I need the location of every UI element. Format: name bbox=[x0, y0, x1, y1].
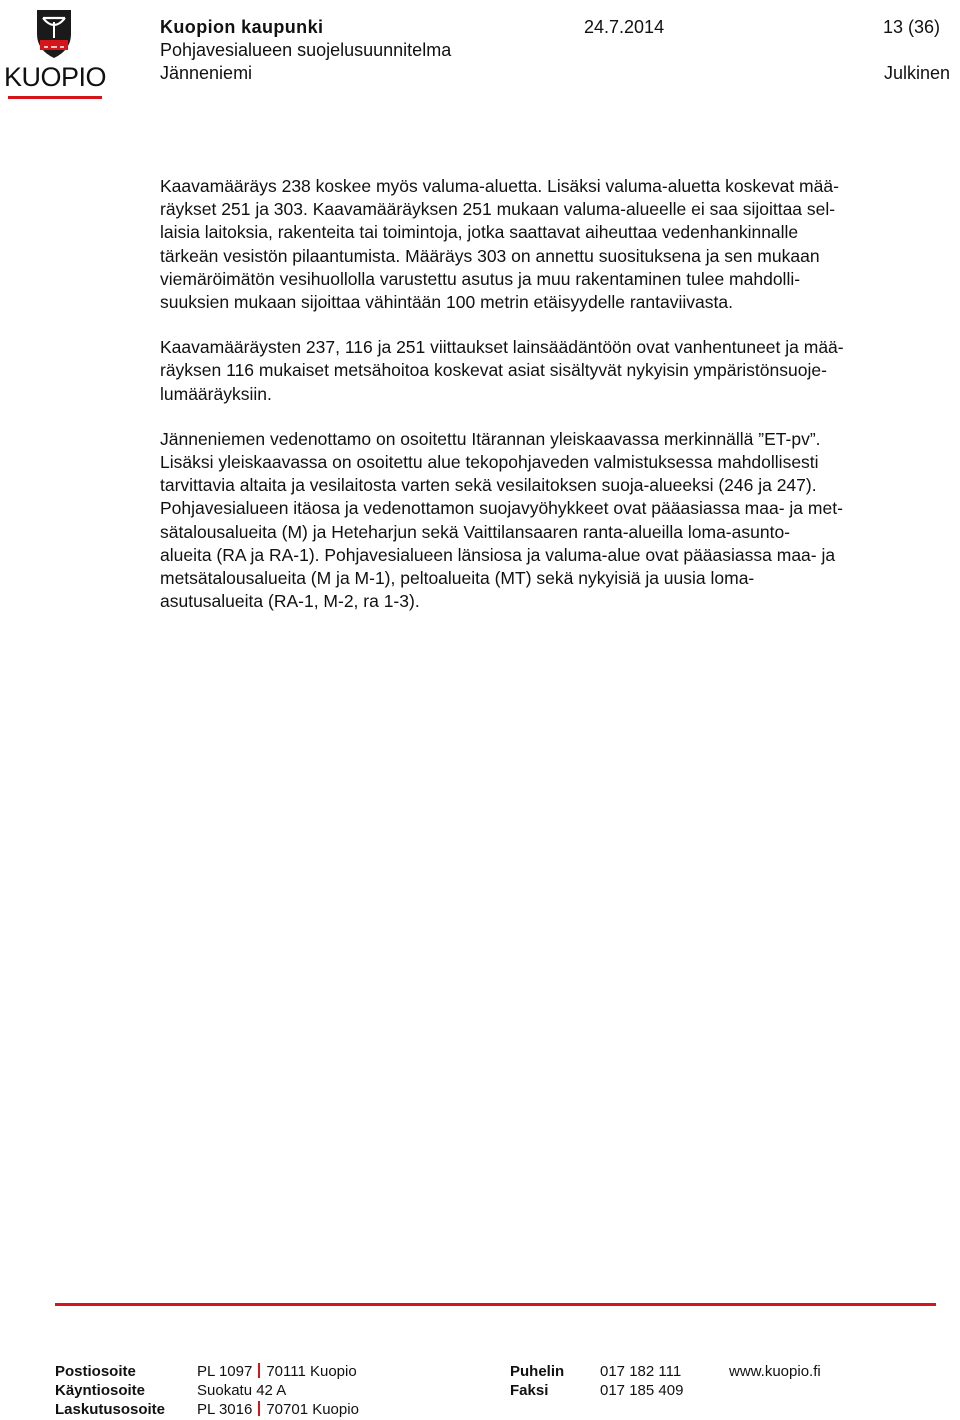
text-line: lumääräyksiin. bbox=[160, 383, 272, 404]
organization-name: Kuopion kaupunki bbox=[160, 17, 324, 37]
postal-code: 70111 Kuopio bbox=[266, 1363, 357, 1380]
separator-bar bbox=[258, 1401, 260, 1416]
separator-bar bbox=[258, 1363, 260, 1378]
visiting-address-label: Käyntiosoite bbox=[55, 1382, 146, 1399]
text-line: sätalousalueita (M) ja Heteharjun sekä Vaittilansaaren ranta-alueilla loma-asunto- bbox=[160, 521, 791, 542]
footer-address-labels bbox=[55, 1362, 165, 1419]
footer-contact-values bbox=[600, 1362, 683, 1400]
paragraph-general-plan bbox=[160, 428, 940, 614]
page-number: 13 (36) bbox=[883, 17, 941, 37]
fax-number: 017 185 409 bbox=[600, 1382, 684, 1399]
area-name: Jänneniemi bbox=[160, 63, 253, 83]
text-line: Kaavamääräys 238 koskee myös valuma-aluetta. Lisäksi valuma-aluetta koskevat mää- bbox=[160, 176, 839, 196]
phone-label: Puhelin bbox=[510, 1363, 565, 1380]
billing-code: 70701 Kuopio bbox=[266, 1401, 359, 1418]
text-line: tärkeän vesistön pilaantumista. Määräys 303 on annettu suosituksena ja sen mukaan bbox=[160, 245, 820, 266]
classification-label: Julkinen bbox=[884, 63, 951, 83]
logo-underline bbox=[8, 96, 102, 99]
coat-of-arms-icon bbox=[4, 4, 104, 62]
text-line: Lisäksi yleiskaavassa on osoitettu alue tekopohjaveden valmistuksessa mahdollisesti bbox=[160, 452, 819, 473]
postal-address-label: Postiosoite bbox=[55, 1363, 136, 1380]
paragraph-regulations bbox=[160, 175, 940, 314]
text-line: suuksien mukaan sijoittaa vähintään 100 metrin etäisyydelle rantaviivasta. bbox=[160, 292, 733, 313]
phone-number: 017 182 111 bbox=[600, 1363, 682, 1380]
footer-address-values bbox=[197, 1362, 359, 1419]
text-line: asutusalueita (RA-1, M-2, ra 1-3). bbox=[160, 591, 420, 612]
visiting-address: Suokatu 42 A bbox=[197, 1382, 287, 1399]
logo-wordmark: KUOPIO bbox=[4, 62, 107, 92]
text-line: Kaavamääräysten 237, 116 ja 251 viittaukset lainsäädäntöön ovat vanhentuneet ja mää- bbox=[160, 337, 844, 358]
postal-box: PL 1097 bbox=[197, 1363, 253, 1380]
paragraph-outdated-references bbox=[160, 336, 940, 406]
footer-contact-labels bbox=[510, 1362, 564, 1400]
document-title: Pohjavesialueen suojelusuunnitelma bbox=[160, 40, 452, 60]
document-body bbox=[160, 175, 940, 635]
text-line: laisia laitoksia, rakenteita tai toimintoja, jotka saattavat aiheuttaa vedenhankinnalle bbox=[160, 222, 799, 243]
text-line: Jänneniemen vedenottamo on osoitettu Itärannan yleiskaavassa merkinnällä ”ET-pv”. bbox=[160, 428, 821, 449]
text-line: metsätalousalueita (M ja M-1), peltoalueita (MT) sekä nykyisiä ja uusia loma- bbox=[160, 568, 755, 589]
fax-label: Faksi bbox=[510, 1382, 549, 1399]
text-line: alueita (RA ja RA-1). Pohjavesialueen länsiosa ja valuma-alue ovat pääasiassa maa- ja bbox=[160, 544, 836, 565]
text-line: tarvittavia altaita ja vesilaitosta varten sekä vesilaitoksen suoja-alueeksi (246 ja 247). bbox=[160, 475, 817, 496]
text-line: Pohjavesialueen itäosa ja vedenottamon suojavyöhykkeet ovat pääasiassa maa- ja met- bbox=[160, 498, 843, 519]
text-line: räykset 251 ja 303. Kaavamääräyksen 251 mukaan valuma-alueelle ei saa sijoittaa sel- bbox=[160, 199, 836, 220]
footer-website bbox=[729, 1362, 821, 1381]
text-line: viemäröimätön vesihuollolla varustettu asutus ja muu rakentaminen tulee mahdolli- bbox=[160, 268, 801, 289]
kuopio-logo bbox=[4, 4, 107, 96]
website-link[interactable]: www.kuopio.fi bbox=[729, 1363, 821, 1380]
billing-box: PL 3016 bbox=[197, 1401, 253, 1418]
billing-address-label: Laskutusosoite bbox=[55, 1401, 166, 1418]
document-date: 24.7.2014 bbox=[584, 17, 665, 37]
footer-divider bbox=[55, 1303, 936, 1306]
text-line: räyksen 116 mukaiset metsähoitoa koskevat asiat sisältyvät nykyisin ympäristönsuoje- bbox=[160, 360, 827, 381]
postal-address bbox=[197, 1362, 359, 1381]
billing-address bbox=[197, 1400, 359, 1419]
